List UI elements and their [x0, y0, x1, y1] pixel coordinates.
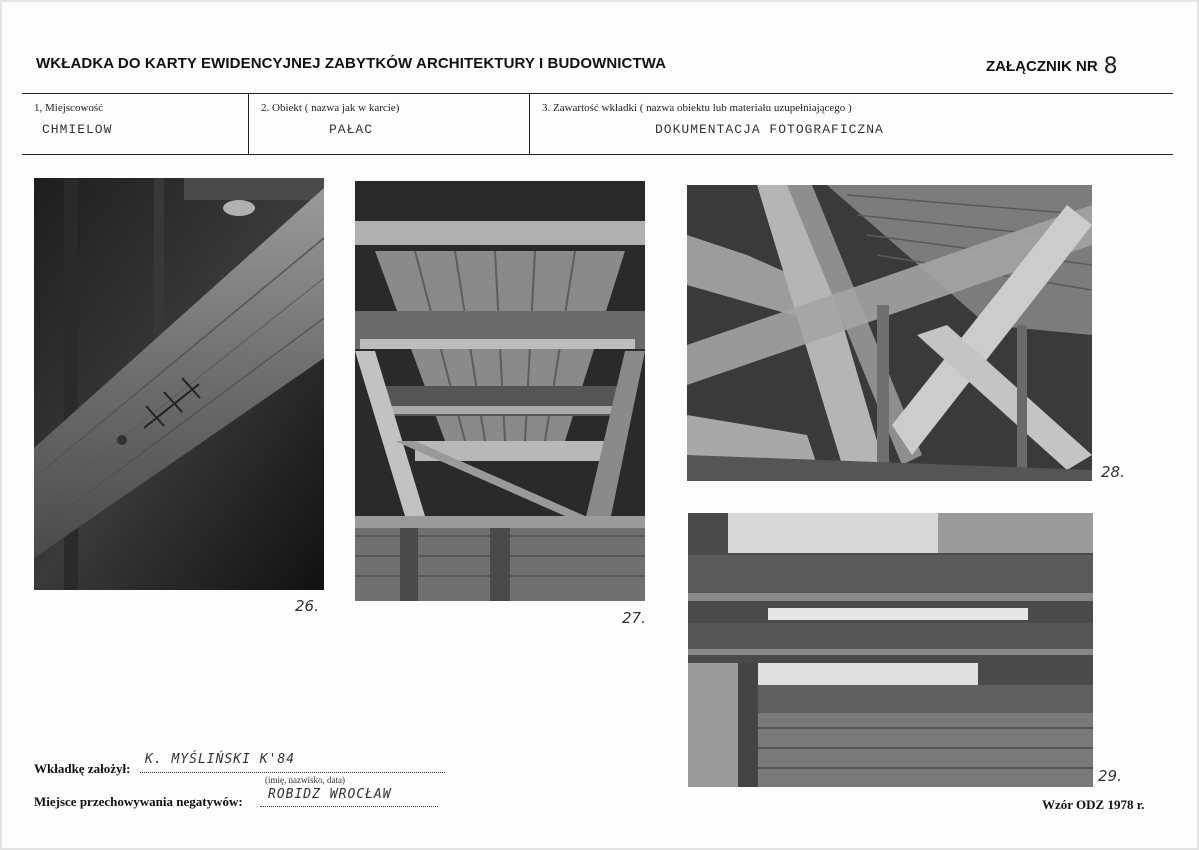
author-dotted-line [140, 772, 445, 773]
photo-29-image [688, 513, 1093, 787]
photo-27-number: 27. [622, 609, 646, 627]
object-label: 2. Obiekt ( nazwa jak w karcie) [261, 102, 400, 114]
form-version: Wzór ODZ 1978 r. [1042, 797, 1145, 812]
locality-cell [22, 94, 248, 154]
photo-28-image [687, 185, 1092, 481]
content-label: 3. Zawartość wkładki ( nazwa obiektu lub materiału uzupełniającego ) [542, 102, 852, 114]
storage-label: Miejsce przechowywania negatywów: [34, 794, 243, 809]
annex-label [986, 52, 1118, 77]
header-fields-table [22, 93, 1173, 155]
annex-number: 8 [1103, 54, 1118, 79]
photo-26-number: 26. [295, 597, 319, 615]
photo-26 [34, 178, 324, 590]
author-value: K. MYŚLIŃSKI K'84 [145, 752, 296, 767]
photo-27 [355, 181, 645, 601]
annex-label-text: ZAŁĄCZNIK NR [986, 58, 1098, 75]
content-value: DOKUMENTACJA FOTOGRAFICZNA [655, 122, 884, 137]
object-value: PAŁAC [329, 122, 374, 137]
content-cell [529, 94, 1173, 154]
author-hint: (imię, nazwisko, data) [265, 775, 345, 785]
photo-29 [688, 513, 1093, 787]
storage-value: ROBIDZ WROCŁAW [268, 787, 392, 802]
locality-label: 1, Miejscowość [34, 102, 104, 114]
photo-29-number: 29. [1098, 767, 1122, 785]
photo-28 [687, 185, 1092, 481]
photo-26-image [34, 178, 324, 590]
page-title: WKŁADKA DO KARTY EWIDENCYJNEJ ZABYTKÓW ARCHITEKTURY I BUDOWNICTWA [36, 55, 667, 72]
photo-28-number: 28. [1101, 463, 1125, 481]
photo-27-image [355, 181, 645, 601]
locality-value: CHMIELOW [42, 122, 113, 137]
storage-dotted-line [260, 806, 438, 807]
object-cell [248, 94, 529, 154]
author-label: Wkładkę założył: [34, 761, 131, 776]
